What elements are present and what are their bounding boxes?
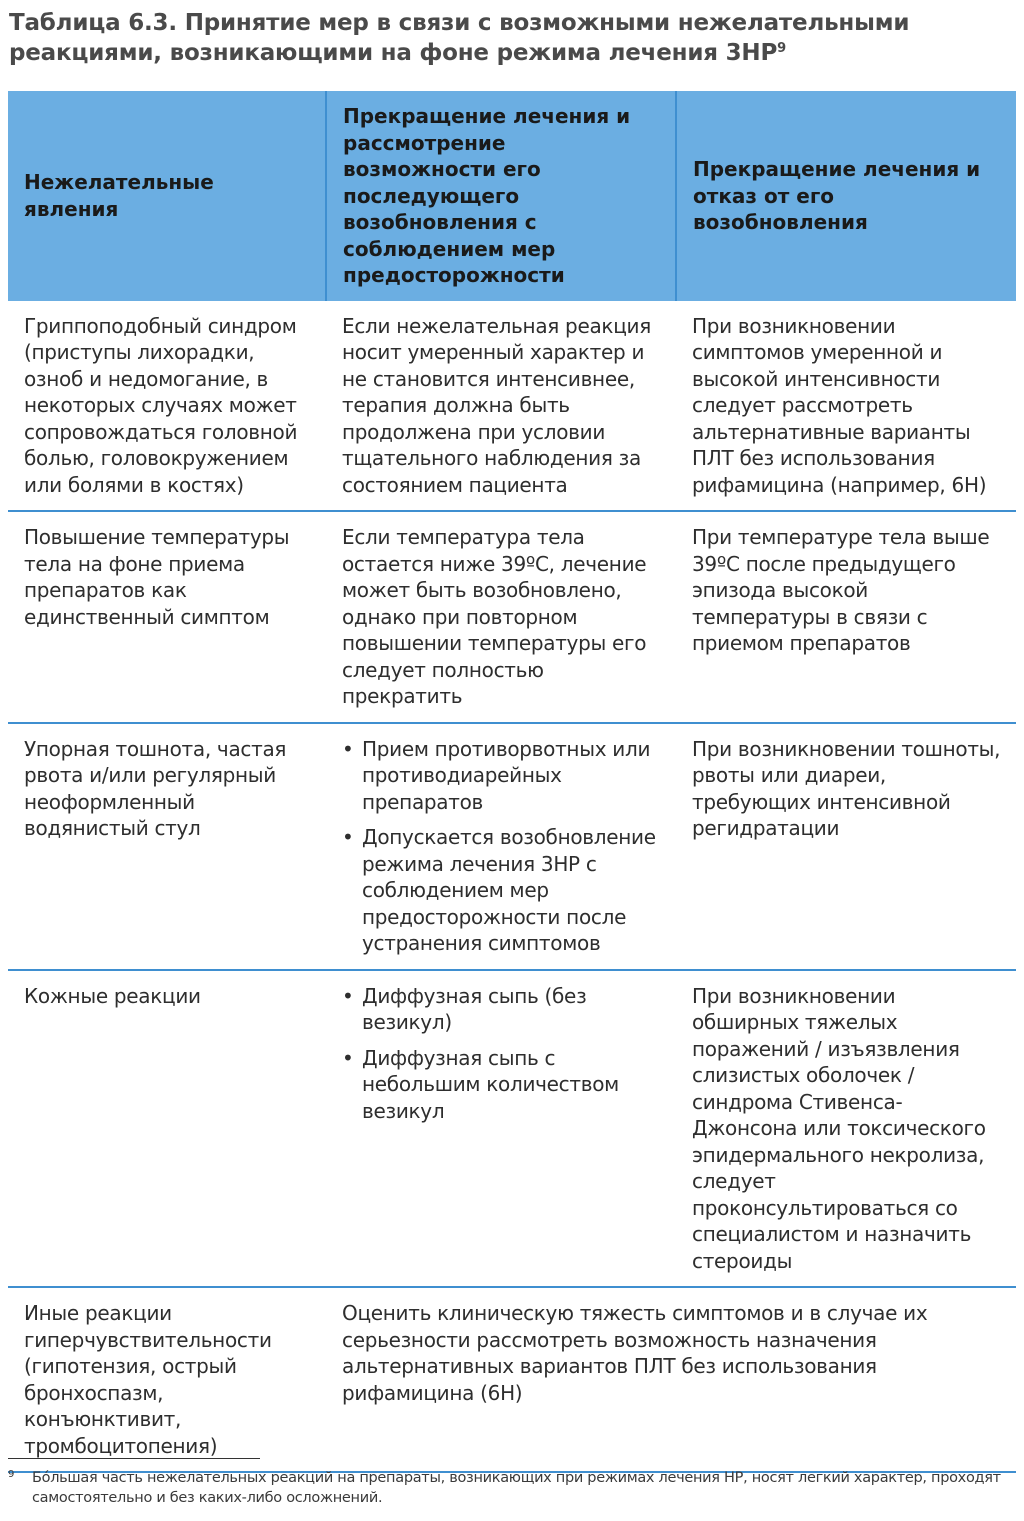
cell-event: Иные реакции гиперчувствительности (гипотензия, острый бронхоспазм, конъюнктивит, тромбоцитопения) (8, 1287, 326, 1472)
table-row (8, 970, 1016, 1288)
cell-event: Кожные реакции (8, 970, 326, 1288)
cell-resume: Если нежелательная реакция носит умеренный характер и не становится интенсивнее, терапия должна быть продолжена при условии тщательного наблюдения за состоянием пациента (326, 301, 676, 512)
footnote-divider (8, 1458, 260, 1459)
footnote-number: 9 (8, 1469, 15, 1480)
bullet-item: • Диффузная сыпь с небольшим количеством везикул (342, 1045, 666, 1125)
bullet-list (342, 736, 666, 957)
table-row (8, 511, 1016, 723)
table-row (8, 1287, 1016, 1472)
cell-resume: Если температура тела остается ниже 39ºС, лечение может быть возобновлено, однако при повторном повышении температуры его следует полностью прекратить (326, 511, 676, 723)
header-adverse-events: Нежелательные явления (8, 91, 326, 301)
table-row (8, 723, 1016, 970)
cell-stop: При возникновении обширных тяжелых поражений / изъязвления слизистых оболочек / синдрома Стивенса-Джонсона или токсического эпидермального некролиза, следует проконсультироваться со специалистом и назначить стероиды (676, 970, 1016, 1288)
table-title (9, 8, 1014, 68)
footnote (8, 1468, 1016, 1508)
cell-merged-action: Оценить клиническую тяжесть симптомов и в случае их серьезности рассмотреть возможность назначения альтернативных вариантов ПЛТ без использования рифамицина (6H) (326, 1287, 1016, 1472)
header-stop-and-resume: Прекращение лечения и рассмотрение возможности его последующего возобновления с соблюдением мер предосторожности (326, 91, 676, 301)
table-title-text: Таблица 6.3. Принятие мер в связи с возможными нежелательными реакциями, возникающими на фоне режима лечения 3HP (9, 10, 910, 66)
cell-resume (326, 723, 676, 970)
cell-event: Гриппоподобный синдром (приступы лихорадки, озноб и недомогание, в некоторых случаях может сопровождаться головной болью, головокружением или болями в костях) (8, 301, 326, 512)
cell-event: Повышение температуры тела на фоне приема препаратов как единственный симптом (8, 511, 326, 723)
cell-stop: При возникновении симптомов умеренной и высокой интенсивности следует рассмотреть альтернативные варианты ПЛТ без использования рифамицина (например, 6H) (676, 301, 1016, 512)
footnote-text: Бо́льшая часть нежелательных реакций на препараты, возникающих при режимах лечения HP, носят легкий характер, проходят самостоятельно и без каких-либо осложнений. (32, 1470, 1001, 1506)
bullet-list (342, 983, 666, 1125)
bullet-item: • Прием противорвотных или противодиарейных препаратов (342, 736, 666, 816)
table-header-row (8, 91, 1016, 301)
cell-stop: При возникновении тошноты, рвоты или диареи, требующих интенсивной регидратации (676, 723, 1016, 970)
bullet-item: • Диффузная сыпь (без везикул) (342, 983, 666, 1036)
adverse-reactions-table (8, 91, 1016, 1473)
cell-stop: При температуре тела выше 39ºС после предыдущего эпизода высокой температуры в связи с приемом препаратов (676, 511, 1016, 723)
title-footnote-ref: 9 (777, 41, 786, 56)
table-row (8, 301, 1016, 512)
cell-event: Упорная тошнота, частая рвота и/или регулярный неоформленный водянистый стул (8, 723, 326, 970)
header-stop-permanently: Прекращение лечения и отказ от его возобновления (676, 91, 1016, 301)
bullet-item: • Допускается возобновление режима лечения 3HP с соблюдением мер предосторожности после устранения симптомов (342, 824, 666, 957)
cell-resume (326, 970, 676, 1288)
